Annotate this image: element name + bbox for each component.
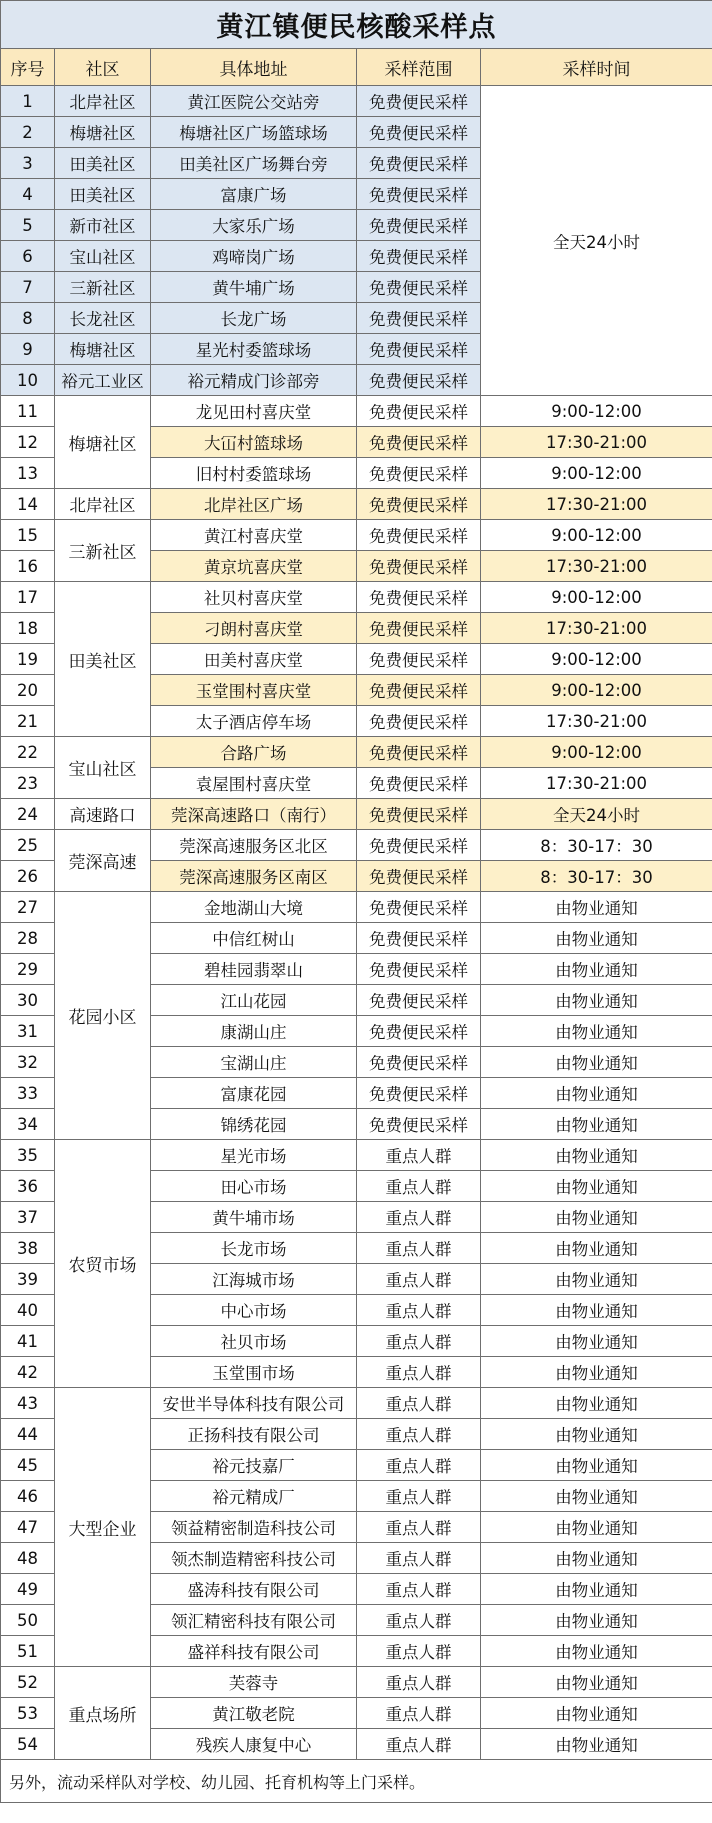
address-cell: 田美社区广场舞台旁 <box>151 148 357 179</box>
community-cell: 北岸社区 <box>55 489 151 520</box>
scope-cell: 免费便民采样 <box>357 799 481 830</box>
time-cell: 由物业通知 <box>481 1636 712 1667</box>
address-cell: 富康广场 <box>151 179 357 210</box>
time-cell: 由物业通知 <box>481 1140 712 1171</box>
address-cell: 领杰制造精密科技公司 <box>151 1543 357 1574</box>
scope-cell: 免费便民采样 <box>357 830 481 861</box>
address-cell: 龙见田村喜庆堂 <box>151 396 357 427</box>
table-row <box>1 1388 712 1419</box>
scope-cell: 免费便民采样 <box>357 489 481 520</box>
time-cell: 9:00-12:00 <box>481 520 712 551</box>
scope-cell: 免费便民采样 <box>357 241 481 272</box>
address-cell: 中信红树山 <box>151 923 357 954</box>
row-number: 23 <box>1 768 55 799</box>
row-number: 51 <box>1 1636 55 1667</box>
time-cell: 由物业通知 <box>481 1481 712 1512</box>
row-number: 35 <box>1 1140 55 1171</box>
community-group-cell: 田美社区 <box>55 582 151 737</box>
scope-cell: 重点人群 <box>357 1481 481 1512</box>
time-cell: 由物业通知 <box>481 1698 712 1729</box>
scope-cell: 免费便民采样 <box>357 675 481 706</box>
row-number: 54 <box>1 1729 55 1760</box>
community-group-cell: 大型企业 <box>55 1388 151 1667</box>
community-group-cell: 宝山社区 <box>55 737 151 799</box>
scope-cell: 重点人群 <box>357 1729 481 1760</box>
row-number: 10 <box>1 365 55 396</box>
table-row <box>1 86 712 117</box>
scope-cell: 免费便民采样 <box>357 427 481 458</box>
time-cell: 9:00-12:00 <box>481 458 712 489</box>
scope-cell: 免费便民采样 <box>357 303 481 334</box>
time-cell-merged: 全天24小时 <box>481 86 712 396</box>
address-cell: 裕元精成厂 <box>151 1481 357 1512</box>
row-number: 16 <box>1 551 55 582</box>
row-number: 25 <box>1 830 55 861</box>
address-cell: 宝湖山庄 <box>151 1047 357 1078</box>
scope-cell: 免费便民采样 <box>357 365 481 396</box>
scope-cell: 重点人群 <box>357 1264 481 1295</box>
address-cell: 玉堂围村喜庆堂 <box>151 675 357 706</box>
address-cell: 袁屋围村喜庆堂 <box>151 768 357 799</box>
scope-cell: 免费便民采样 <box>357 861 481 892</box>
row-number: 37 <box>1 1202 55 1233</box>
address-cell: 碧桂园翡翠山 <box>151 954 357 985</box>
table-row <box>1 1140 712 1171</box>
time-cell: 8：30-17：30 <box>481 861 712 892</box>
footnote-row <box>1 1760 712 1803</box>
scope-cell: 免费便民采样 <box>357 985 481 1016</box>
scope-cell: 免费便民采样 <box>357 148 481 179</box>
scope-cell: 重点人群 <box>357 1574 481 1605</box>
address-cell: 领益精密制造科技公司 <box>151 1512 357 1543</box>
time-cell: 由物业通知 <box>481 1543 712 1574</box>
row-number: 2 <box>1 117 55 148</box>
row-number: 4 <box>1 179 55 210</box>
time-cell: 全天24小时 <box>481 799 712 830</box>
time-cell: 17:30-21:00 <box>481 768 712 799</box>
row-number: 31 <box>1 1016 55 1047</box>
row-number: 19 <box>1 644 55 675</box>
address-cell: 刁朗村喜庆堂 <box>151 613 357 644</box>
table-row <box>1 489 712 520</box>
row-number: 43 <box>1 1388 55 1419</box>
community-cell: 田美社区 <box>55 179 151 210</box>
community-group-cell: 三新社区 <box>55 520 151 582</box>
row-number: 9 <box>1 334 55 365</box>
scope-cell: 免费便民采样 <box>357 737 481 768</box>
scope-cell: 重点人群 <box>357 1295 481 1326</box>
row-number: 40 <box>1 1295 55 1326</box>
table-row <box>1 582 712 613</box>
time-cell: 由物业通知 <box>481 1357 712 1388</box>
community-group-cell: 花园小区 <box>55 892 151 1140</box>
table-row <box>1 737 712 768</box>
row-number: 49 <box>1 1574 55 1605</box>
time-cell: 由物业通知 <box>481 1729 712 1760</box>
community-group-cell: 莞深高速 <box>55 830 151 892</box>
address-cell: 富康花园 <box>151 1078 357 1109</box>
time-cell: 由物业通知 <box>481 1202 712 1233</box>
address-cell: 金地湖山大境 <box>151 892 357 923</box>
community-cell: 裕元工业区 <box>55 365 151 396</box>
community-cell: 高速路口 <box>55 799 151 830</box>
row-number: 41 <box>1 1326 55 1357</box>
page-title: 黄江镇便民核酸采样点 <box>1 1 712 49</box>
community-cell: 北岸社区 <box>55 86 151 117</box>
community-cell: 宝山社区 <box>55 241 151 272</box>
scope-cell: 免费便民采样 <box>357 1078 481 1109</box>
time-cell: 由物业通知 <box>481 1574 712 1605</box>
row-number: 53 <box>1 1698 55 1729</box>
scope-cell: 重点人群 <box>357 1636 481 1667</box>
community-cell: 三新社区 <box>55 272 151 303</box>
address-cell: 安世半导体科技有限公司 <box>151 1388 357 1419</box>
row-number: 28 <box>1 923 55 954</box>
title-row <box>1 1 712 49</box>
address-cell: 领汇精密科技有限公司 <box>151 1605 357 1636</box>
time-cell: 由物业通知 <box>481 1016 712 1047</box>
row-number: 8 <box>1 303 55 334</box>
community-cell: 梅塘社区 <box>55 334 151 365</box>
address-cell: 黄江医院公交站旁 <box>151 86 357 117</box>
row-number: 36 <box>1 1171 55 1202</box>
row-number: 21 <box>1 706 55 737</box>
time-cell: 由物业通知 <box>481 1450 712 1481</box>
time-cell: 9:00-12:00 <box>481 675 712 706</box>
header-time: 采样时间 <box>481 49 712 86</box>
row-number: 38 <box>1 1233 55 1264</box>
row-number: 30 <box>1 985 55 1016</box>
address-cell: 莞深高速服务区南区 <box>151 861 357 892</box>
scope-cell: 重点人群 <box>357 1543 481 1574</box>
community-cell: 田美社区 <box>55 148 151 179</box>
address-cell: 星光市场 <box>151 1140 357 1171</box>
address-cell: 长龙广场 <box>151 303 357 334</box>
time-cell: 17:30-21:00 <box>481 613 712 644</box>
time-cell: 由物业通知 <box>481 1326 712 1357</box>
row-number: 3 <box>1 148 55 179</box>
scope-cell: 重点人群 <box>357 1450 481 1481</box>
row-number: 5 <box>1 210 55 241</box>
scope-cell: 免费便民采样 <box>357 210 481 241</box>
time-cell: 由物业通知 <box>481 1295 712 1326</box>
time-cell: 由物业通知 <box>481 1419 712 1450</box>
row-number: 18 <box>1 613 55 644</box>
row-number: 17 <box>1 582 55 613</box>
community-cell: 长龙社区 <box>55 303 151 334</box>
community-group-cell: 农贸市场 <box>55 1140 151 1388</box>
scope-cell: 免费便民采样 <box>357 86 481 117</box>
scope-cell: 免费便民采样 <box>357 272 481 303</box>
table-row <box>1 799 712 830</box>
address-cell: 太子酒店停车场 <box>151 706 357 737</box>
scope-cell: 免费便民采样 <box>357 582 481 613</box>
scope-cell: 免费便民采样 <box>357 396 481 427</box>
table-body <box>1 1 712 1803</box>
time-cell: 9:00-12:00 <box>481 582 712 613</box>
header-no: 序号 <box>1 49 55 86</box>
row-number: 44 <box>1 1419 55 1450</box>
time-cell: 8：30-17：30 <box>481 830 712 861</box>
row-number: 29 <box>1 954 55 985</box>
scope-cell: 重点人群 <box>357 1202 481 1233</box>
time-cell: 由物业通知 <box>481 985 712 1016</box>
time-cell: 由物业通知 <box>481 1233 712 1264</box>
scope-cell: 免费便民采样 <box>357 520 481 551</box>
table-row <box>1 892 712 923</box>
time-cell: 由物业通知 <box>481 954 712 985</box>
scope-cell: 免费便民采样 <box>357 334 481 365</box>
row-number: 11 <box>1 396 55 427</box>
header-scope: 采样范围 <box>357 49 481 86</box>
footnote: 另外，流动采样队对学校、幼儿园、托育机构等上门采样。 <box>1 1760 712 1803</box>
row-number: 13 <box>1 458 55 489</box>
row-number: 20 <box>1 675 55 706</box>
community-group-cell: 梅塘社区 <box>55 396 151 489</box>
address-cell: 北岸社区广场 <box>151 489 357 520</box>
row-number: 27 <box>1 892 55 923</box>
community-cell: 梅塘社区 <box>55 117 151 148</box>
scope-cell: 免费便民采样 <box>357 768 481 799</box>
scope-cell: 重点人群 <box>357 1326 481 1357</box>
row-number: 6 <box>1 241 55 272</box>
row-number: 14 <box>1 489 55 520</box>
community-group-cell: 重点场所 <box>55 1667 151 1760</box>
row-number: 26 <box>1 861 55 892</box>
time-cell: 由物业通知 <box>481 923 712 954</box>
row-number: 48 <box>1 1543 55 1574</box>
scope-cell: 免费便民采样 <box>357 1047 481 1078</box>
address-cell: 黄牛埔广场 <box>151 272 357 303</box>
scope-cell: 重点人群 <box>357 1698 481 1729</box>
time-cell: 9:00-12:00 <box>481 644 712 675</box>
scope-cell: 免费便民采样 <box>357 458 481 489</box>
address-cell: 中心市场 <box>151 1295 357 1326</box>
row-number: 33 <box>1 1078 55 1109</box>
scope-cell: 免费便民采样 <box>357 644 481 675</box>
row-number: 39 <box>1 1264 55 1295</box>
address-cell: 梅塘社区广场篮球场 <box>151 117 357 148</box>
address-cell: 社贝市场 <box>151 1326 357 1357</box>
address-cell: 江海城市场 <box>151 1264 357 1295</box>
scope-cell: 免费便民采样 <box>357 1109 481 1140</box>
time-cell: 17:30-21:00 <box>481 551 712 582</box>
scope-cell: 免费便民采样 <box>357 551 481 582</box>
row-number: 52 <box>1 1667 55 1698</box>
time-cell: 由物业通知 <box>481 1512 712 1543</box>
row-number: 24 <box>1 799 55 830</box>
table-row <box>1 396 712 427</box>
address-cell: 莞深高速路口（南行） <box>151 799 357 830</box>
scope-cell: 免费便民采样 <box>357 1016 481 1047</box>
row-number: 12 <box>1 427 55 458</box>
address-cell: 黄江敬老院 <box>151 1698 357 1729</box>
time-cell: 由物业通知 <box>481 1264 712 1295</box>
table-row <box>1 520 712 551</box>
time-cell: 17:30-21:00 <box>481 706 712 737</box>
row-number: 34 <box>1 1109 55 1140</box>
time-cell: 由物业通知 <box>481 1078 712 1109</box>
time-cell: 由物业通知 <box>481 892 712 923</box>
scope-cell: 免费便民采样 <box>357 613 481 644</box>
row-number: 46 <box>1 1481 55 1512</box>
header-row <box>1 49 712 86</box>
address-cell: 芙蓉寺 <box>151 1667 357 1698</box>
address-cell: 黄京坑喜庆堂 <box>151 551 357 582</box>
address-cell: 盛涛科技有限公司 <box>151 1574 357 1605</box>
time-cell: 由物业通知 <box>481 1171 712 1202</box>
time-cell: 由物业通知 <box>481 1047 712 1078</box>
time-cell: 17:30-21:00 <box>481 427 712 458</box>
time-cell: 9:00-12:00 <box>481 737 712 768</box>
address-cell: 社贝村喜庆堂 <box>151 582 357 613</box>
row-number: 15 <box>1 520 55 551</box>
address-cell: 江山花园 <box>151 985 357 1016</box>
time-cell: 由物业通知 <box>481 1388 712 1419</box>
header-community: 社区 <box>55 49 151 86</box>
table-row <box>1 1667 712 1698</box>
scope-cell: 免费便民采样 <box>357 117 481 148</box>
address-cell: 裕元技嘉厂 <box>151 1450 357 1481</box>
scope-cell: 重点人群 <box>357 1171 481 1202</box>
scope-cell: 重点人群 <box>357 1357 481 1388</box>
scope-cell: 免费便民采样 <box>357 706 481 737</box>
scope-cell: 重点人群 <box>357 1419 481 1450</box>
row-number: 1 <box>1 86 55 117</box>
scope-cell: 重点人群 <box>357 1140 481 1171</box>
scope-cell: 免费便民采样 <box>357 179 481 210</box>
row-number: 45 <box>1 1450 55 1481</box>
address-cell: 盛祥科技有限公司 <box>151 1636 357 1667</box>
scope-cell: 重点人群 <box>357 1605 481 1636</box>
address-cell: 残疾人康复中心 <box>151 1729 357 1760</box>
address-cell: 黄江村喜庆堂 <box>151 520 357 551</box>
community-cell: 新市社区 <box>55 210 151 241</box>
scope-cell: 重点人群 <box>357 1388 481 1419</box>
address-cell: 田美村喜庆堂 <box>151 644 357 675</box>
address-cell: 裕元精成门诊部旁 <box>151 365 357 396</box>
scope-cell: 重点人群 <box>357 1233 481 1264</box>
scope-cell: 免费便民采样 <box>357 923 481 954</box>
row-number: 7 <box>1 272 55 303</box>
address-cell: 鸡啼岗广场 <box>151 241 357 272</box>
row-number: 47 <box>1 1512 55 1543</box>
address-cell: 星光村委篮球场 <box>151 334 357 365</box>
address-cell: 大冚村篮球场 <box>151 427 357 458</box>
address-cell: 玉堂围市场 <box>151 1357 357 1388</box>
address-cell: 锦绣花园 <box>151 1109 357 1140</box>
address-cell: 正扬科技有限公司 <box>151 1419 357 1450</box>
scope-cell: 重点人群 <box>357 1512 481 1543</box>
address-cell: 旧村村委篮球场 <box>151 458 357 489</box>
time-cell: 由物业通知 <box>481 1667 712 1698</box>
row-number: 42 <box>1 1357 55 1388</box>
time-cell: 由物业通知 <box>481 1605 712 1636</box>
address-cell: 康湖山庄 <box>151 1016 357 1047</box>
time-cell: 由物业通知 <box>481 1109 712 1140</box>
row-number: 50 <box>1 1605 55 1636</box>
address-cell: 黄牛埔市场 <box>151 1202 357 1233</box>
row-number: 22 <box>1 737 55 768</box>
row-number: 32 <box>1 1047 55 1078</box>
address-cell: 合路广场 <box>151 737 357 768</box>
address-cell: 长龙市场 <box>151 1233 357 1264</box>
scope-cell: 重点人群 <box>357 1667 481 1698</box>
address-cell: 田心市场 <box>151 1171 357 1202</box>
time-cell: 17:30-21:00 <box>481 489 712 520</box>
time-cell: 9:00-12:00 <box>481 396 712 427</box>
scope-cell: 免费便民采样 <box>357 892 481 923</box>
header-address: 具体地址 <box>151 49 357 86</box>
scope-cell: 免费便民采样 <box>357 954 481 985</box>
address-cell: 莞深高速服务区北区 <box>151 830 357 861</box>
table-row <box>1 830 712 861</box>
address-cell: 大家乐广场 <box>151 210 357 241</box>
